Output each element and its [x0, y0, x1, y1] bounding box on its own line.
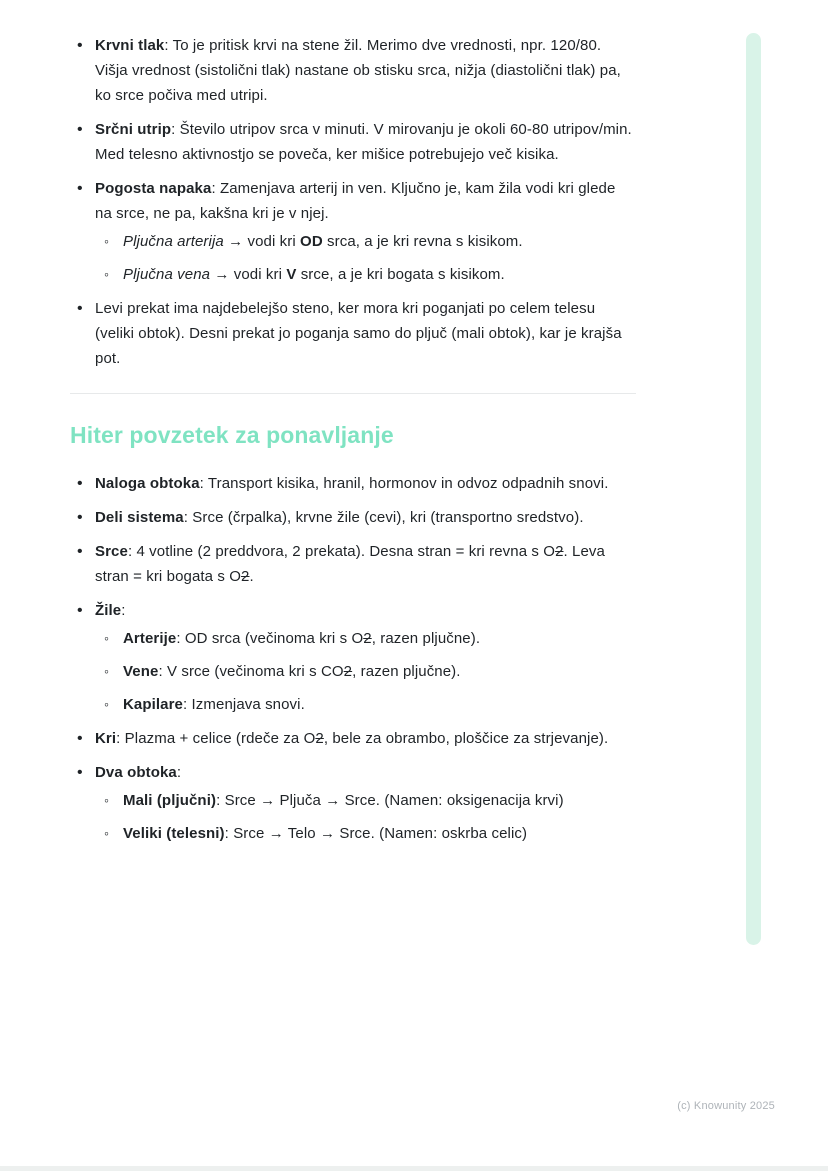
notes-list	[70, 33, 636, 371]
list-item-text: Naloga obtoka: Transport kisika, hranil, hormonov in odvoz odpadnih snovi.	[95, 475, 609, 492]
document-content	[70, 33, 636, 855]
list-item-text: Srce: 4 votline (2 preddvora, 2 prekata). Desna stran = kri revna s O2. Leva stran = kri bogata s O2.	[95, 543, 605, 585]
footer-copyright: (c) Knowunity 2025	[677, 1100, 775, 1112]
list-item-text: Pljučna vena → vodi kri V srce, a je kri bogata s kisikom.	[123, 266, 505, 283]
list-item	[70, 539, 636, 589]
list-item-text: Žile:	[95, 602, 126, 619]
list-item	[95, 626, 636, 651]
list-item	[95, 659, 636, 684]
list-item-text: Dva obtoka:	[95, 764, 182, 781]
list-item	[95, 788, 636, 813]
list-item-text: Mali (pljučni): Srce → Pljuča → Srce. (Namen: oksigenacija krvi)	[123, 792, 564, 809]
page-bottom-edge	[0, 1166, 828, 1171]
list-item-text: Kapilare: Izmenjava snovi.	[123, 696, 305, 713]
list-item-text: Kri: Plazma + celice (rdeče za O2, bele za obrambo, ploščice za strjevanje).	[95, 730, 609, 747]
list-item-text: Krvni tlak: To je pritisk krvi na stene žil. Merimo dve vrednosti, npr. 120/80. Višja vrednost (sistolični tlak) nastane ob stisku srca, nižja (diastolični tlak) pa, ko srce počiva med utripi.	[95, 37, 621, 104]
list-item-text: Pljučna arterija → vodi kri OD srca, a je kri revna s kisikom.	[123, 233, 523, 250]
list-item-text: Pogosta napaka: Zamenjava arterij in ven. Ključno je, kam žila vodi kri glede na srce, ne pa, kakšna kri je v njej.	[95, 180, 616, 222]
section-heading: Hiter povzetek za ponavljanje	[70, 422, 394, 448]
list-item	[70, 176, 636, 287]
list-item	[95, 262, 636, 287]
list-item	[70, 296, 636, 371]
list-item-text: Veliki (telesni): Srce → Telo → Srce. (Namen: oskrba celic)	[123, 825, 528, 842]
list-item	[95, 821, 636, 846]
list-item	[70, 760, 636, 846]
list-item	[70, 33, 636, 108]
side-accent-bar	[746, 33, 761, 945]
list-item	[70, 598, 636, 717]
sub-bullet-list	[95, 788, 636, 846]
list-item	[70, 471, 636, 496]
list-item	[95, 229, 636, 254]
section-divider	[70, 393, 636, 394]
sub-bullet-list	[95, 229, 636, 287]
list-item-text: Vene: V srce (večinoma kri s CO2, razen pljučne).	[123, 663, 461, 680]
list-item-text: Levi prekat ima najdebelejšo steno, ker mora kri poganjati po celem telesu (veliki obtok). Desni prekat jo poganja samo do pljuč (mali obtok), kar je krajša pot.	[95, 300, 622, 367]
list-item	[70, 117, 636, 167]
list-item-text: Arterije: OD srca (večinoma kri s O2, razen pljučne).	[123, 630, 481, 647]
list-item	[95, 692, 636, 717]
summary-list	[70, 471, 636, 846]
list-item	[70, 505, 636, 530]
list-item-text: Srčni utrip: Število utripov srca v minuti. V mirovanju je okoli 60-80 utripov/min. Med telesno aktivnostjo se poveča, ker mišice potrebujejo več kisika.	[95, 121, 632, 163]
sub-bullet-list	[95, 626, 636, 717]
list-item	[70, 726, 636, 751]
list-item-text: Deli sistema: Srce (črpalka), krvne žile (cevi), kri (transportno sredstvo).	[95, 509, 584, 526]
